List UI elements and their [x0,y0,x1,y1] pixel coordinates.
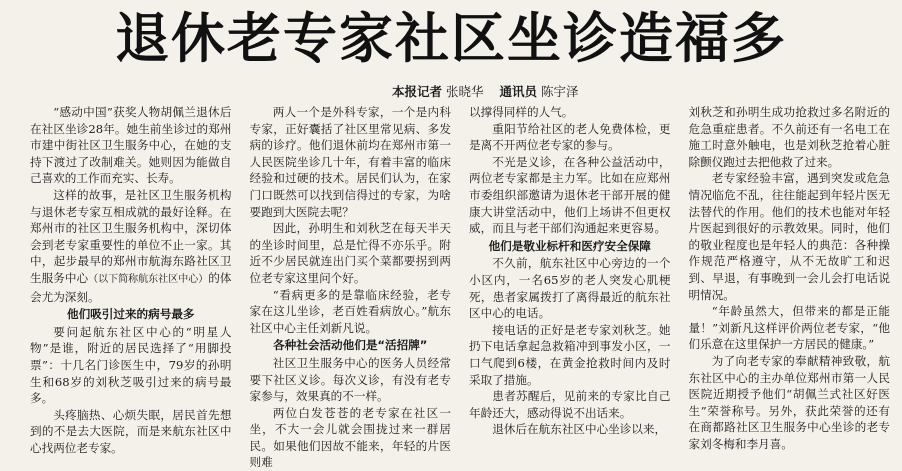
abbreviation-note: （以下简称航东社区中心） [88,273,209,285]
paragraph: 重阳节给社区的老人免费体检，更是离不开两位老专家的参与。 [469,121,671,153]
correspondent-role: 通讯员 [499,84,537,99]
paragraph: 刘秋芝和孙明生成功抢救过多名附近的危急重症患者。不久前还有一名电工在施工时意外触电，也是刘秋芝抢着心脏除颤仪跑过去把他救了过来。 [688,105,890,169]
paragraph: 患者苏醒后，见前来的专家比自己年龄还大，感动得说不出话来。 [469,389,671,420]
paragraph: 头疼脑热、心烦失眠，居民首先想到的不是去大医院，而是来航东社区中心找两位老专家。 [30,407,232,455]
paragraph: 老专家经验丰富，遇到突发或危急情况临危不乱，往往能起到年轻片医无法替代的作用。他们的技术也能对年轻片医起到很好的示教效果。同时，他们的敬业程度也是年轻人的典范：各种操作规范严格遵守，从不无故旷工和迟到、早退，有事晚到一会儿会打电话说明情况。 [688,171,890,302]
subheading: 他们是敬业标杆和医疗安全保障 [488,238,651,253]
column-1 [30,104,241,455]
paragraph: 因此，孙明生和刘秋芝在每天半天的坐诊时间里，总是忙得不亦乐乎。附近不少居民就连出门买个菜都要拐到两位老专家这里问个好。 [249,221,451,285]
paragraph: 两位白发苍苍的老专家在社区一坐，不大一会儿就会围拢过来一群居民。如果他们因故不能来，年轻的片医则难 [249,405,451,470]
paragraph: 退休后在航东社区中心坐诊以来， [492,422,667,437]
paragraph-text: 的体会尤为深刻。 [30,270,232,304]
column-4 [688,104,891,451]
paragraph: “看病更多的是靠临床经验，老专家在这儿坐诊，老百姓看病放心。”航东社区中心主任刘新凡说。 [249,287,451,335]
column-2 [249,104,461,470]
paragraph: “年龄虽然大，但带来的都是正能量！”刘新凡这样评价两位老专家，“他们乐意在这里保护一方居民的健康。” [688,304,890,352]
paragraph: 不久前，航东社区中心旁边的一个小区内，一名65岁的老人突发心肌梗死，患者家属拨打了离得最近的航东社区中心的电话。 [469,256,671,321]
article-headline: 退休老专家社区坐诊造福多 [115,7,787,70]
paragraph: 两人一个是外科专家，一个是内科专家，正好囊括了社区里常见病、多发病的诊疗。他们退休前均在郑州市第一人民医院坐诊几十年，有着丰富的临床经验和过硬的技术。居民们认为，在家门口既然可以找到信得过的专家，为啥要跑到大医院去呢？ [249,105,451,219]
reporter-name: 张晓华 [446,84,484,99]
correspondent-name: 陈宇泽 [540,84,579,99]
paragraph: 以撑得同样的人气。 [469,105,574,119]
article-body [30,104,890,470]
reporter-role: 本报记者 [392,84,443,99]
paragraph: 接电话的正好是老专家刘秋芝。她扔下电话拿起急救箱冲到事发小区，一口气爬到6楼，在黄金抢救时间内及时采取了措施。 [469,322,671,387]
paragraph: 社区卫生服务中心的医务人员经常要下社区义诊。每次义诊，有没有老专家参与，效果真的不一样。 [249,355,451,404]
paragraph-text: 这样的故事，是社区卫生服务机构与退休老专家互相成就的最好诠释。在郑州市的社区卫生服务机构中，深切体会到老专家重要性的单位不止一家。其中，起步最早的郑州市航海东路社区卫生服务中心 [30,187,232,285]
column-3 [469,104,680,440]
paragraph: 为了向老专家的奉献精神致敬，航东社区中心的主办单位郑州市第一人民医院近期授予他们“胡佩兰式社区好医生”荣誉称号。另外，获此荣誉的还有在商都路社区卫生服务中心坐诊的老专家刘冬梅和李月喜。 [688,353,890,451]
paragraph [30,187,232,305]
subheading: 他们吸引过来的病号最多 [66,307,195,322]
paragraph: 不光是义诊，在各种公益活动中，两位老专家都是主力军。比如在应郑州市委组织部邀请为退休老干部开展的健康大讲堂活动中，他们上场讲不但更权威，而且与老干部们沟通起来更容易。 [469,154,671,236]
paragraph: “感动中国”获奖人物胡佩兰退休后在社区坐诊28年。她生前坐诊过的郑州市建中街社区卫生服务中心，在她的支持下渡过了改制难关。她则因为能做自己喜欢的工作而充实、长寿。 [30,105,232,186]
paragraph: 要问起航东社区中心的“明星人物”是谁，附近的居民选择了“用脚投票”：十几名门诊医生中，79岁的孙明生和68岁的刘秋芝吸引过来的病号最多。 [30,324,232,406]
subheading: 各种社会活动他们是“活招牌” [273,338,428,353]
byline [392,84,692,100]
